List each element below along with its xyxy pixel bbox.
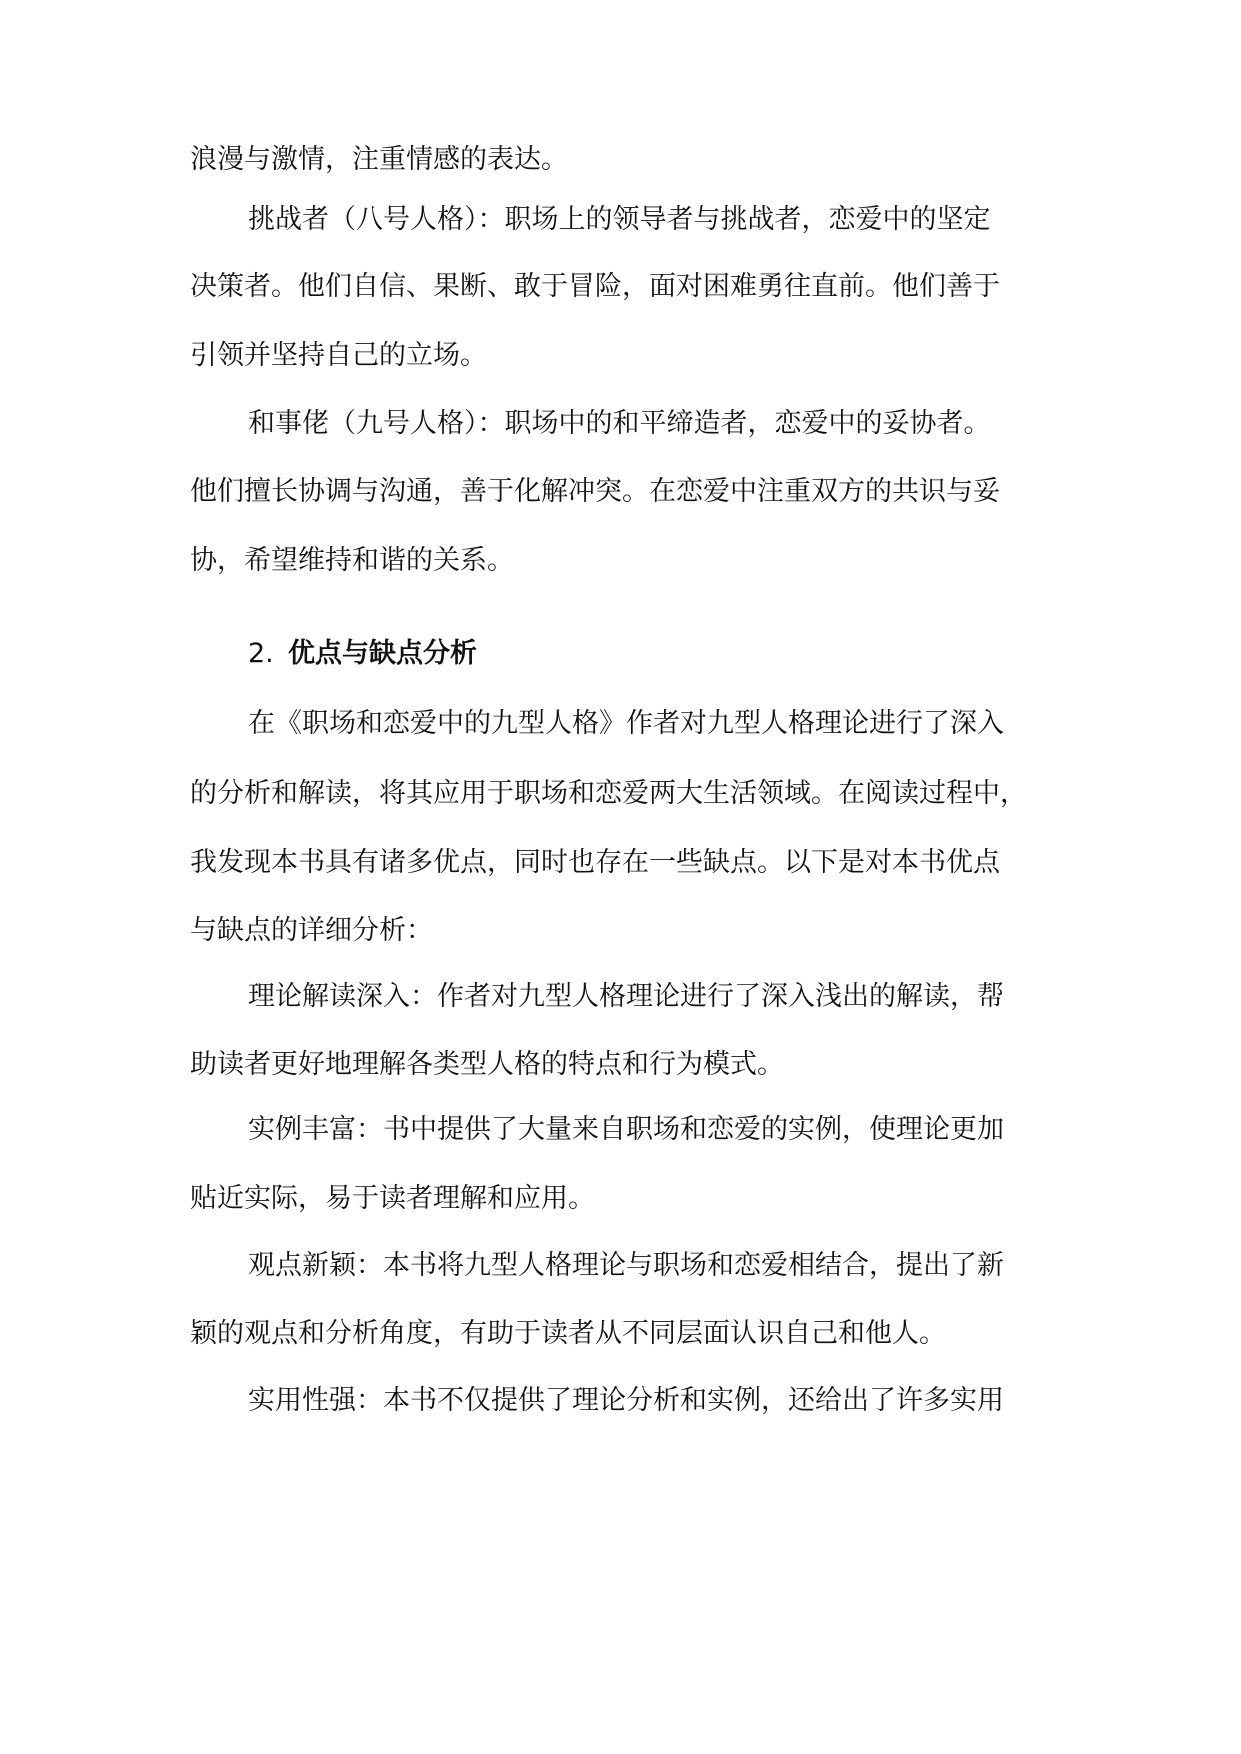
paragraph-line: 颖的观点和分析角度，有助于读者从不同层面认识自己和他人。 — [190, 1318, 946, 1349]
paragraph-line: 实例丰富：书中提供了大量来自职场和恋爱的实例，使理论更加 — [248, 1114, 1004, 1145]
paragraph-line: 实用性强：本书不仅提供了理论分析和实例，还给出了许多实用 — [248, 1385, 1004, 1416]
paragraph-line: 理论解读深入：作者对九型人格理论进行了深入浅出的解读，帮 — [248, 981, 1004, 1012]
section-number: 2. — [248, 638, 274, 669]
paragraph-line: 决策者。他们自信、果断、敢于冒险，面对困难勇往直前。他们善于 — [190, 271, 1000, 302]
paragraph-line: 助读者更好地理解各类型人格的特点和行为模式。 — [190, 1049, 784, 1080]
paragraph-line: 挑战者（八号人格）：职场上的领导者与挑战者，恋爱中的坚定 — [248, 204, 991, 235]
paragraph-line: 观点新颖：本书将九型人格理论与职场和恋爱相结合，提出了新 — [248, 1250, 1004, 1281]
paragraph-line: 和事佬（九号人格）：职场中的和平缔造者，恋爱中的妥协者。 — [248, 408, 991, 439]
paragraph-line: 的分析和解读，将其应用于职场和恋爱两大生活领域。在阅读过程中， — [190, 778, 1027, 809]
paragraph-line: 协，希望维持和谐的关系。 — [190, 545, 514, 576]
paragraph-line: 浪漫与激情，注重情感的表达。 — [190, 144, 568, 175]
paragraph-line: 贴近实际，易于读者理解和应用。 — [190, 1183, 595, 1214]
paragraph-line: 他们擅长协调与沟通，善于化解冲突。在恋爱中注重双方的共识与妥 — [190, 476, 1000, 507]
paragraph-line: 我发现本书具有诸多优点，同时也存在一些缺点。以下是对本书优点 — [190, 847, 1000, 878]
paragraph-line: 与缺点的详细分析： — [190, 915, 433, 946]
paragraph-line: 在《职场和恋爱中的九型人格》作者对九型人格理论进行了深入 — [248, 708, 1004, 739]
paragraph-line: 引领并坚持自己的立场。 — [190, 340, 487, 371]
section-heading — [248, 634, 477, 674]
section-title: 优点与缺点分析 — [288, 638, 477, 669]
